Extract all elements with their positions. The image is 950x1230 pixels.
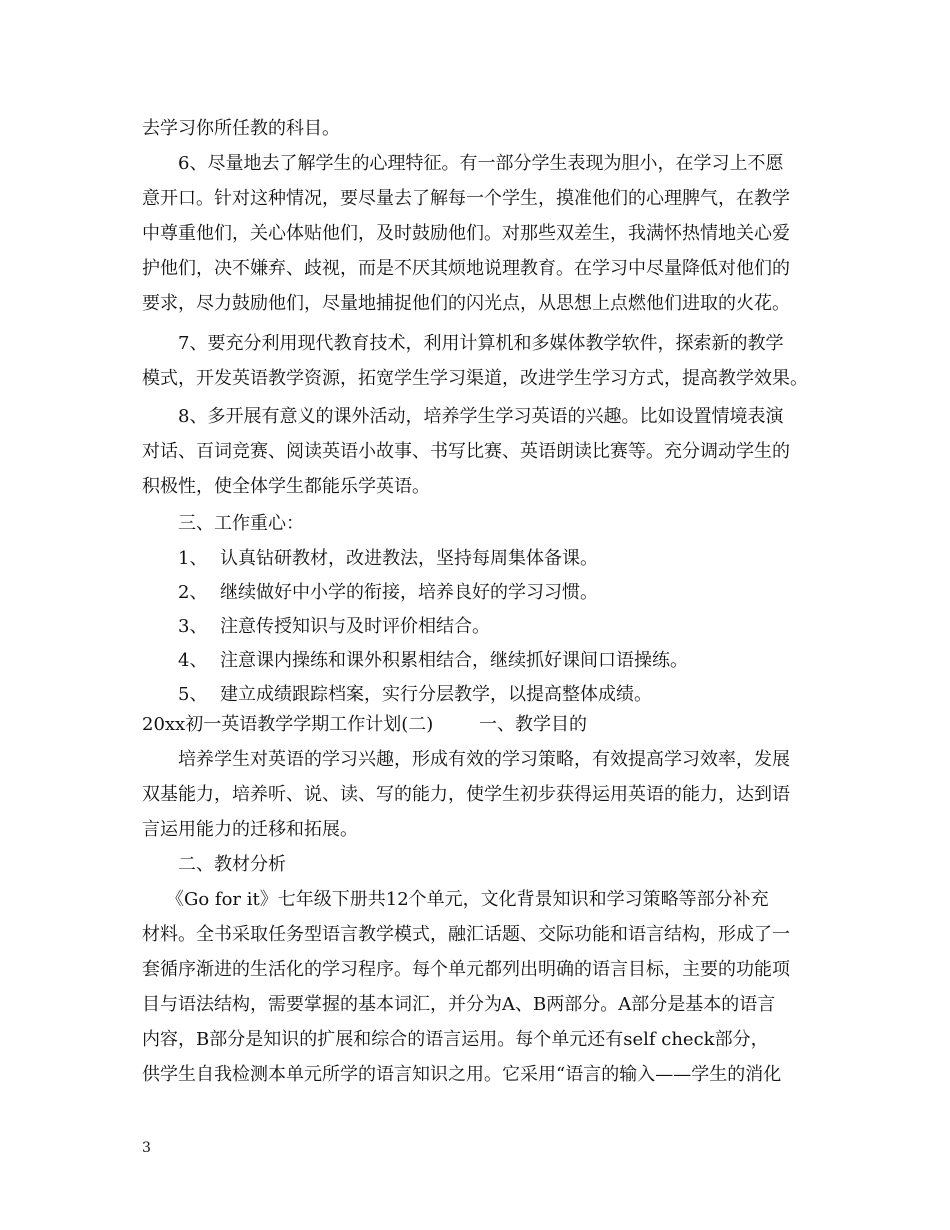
list-item-text: 注意传授知识与及时评价相结合。 [220,616,490,637]
paragraph-line: 意开口。针对这种情况，要尽量去了解每一个学生，摸准他们的心理脾气，在教学 [142,188,790,209]
paragraph-line: 6、尽量地去了解学生的心理特征。有一部分学生表现为胆小，在学习上不愿 [178,153,784,174]
paragraph-line: 8、多开展有意义的课外活动，培养学生学习英语的兴趣。比如设置情境表演 [178,406,784,427]
list-item-number: 1、 [178,548,208,569]
list-item-number: 4、 [178,650,208,671]
paragraph-line: 内容，B部分是知识的扩展和综合的语言运用。每个单元还有self check部分， [142,1029,769,1050]
paragraph-line: 要求，尽力鼓励他们，尽量地捕捉他们的闪光点，从思想上点燃他们进取的火花。 [142,293,790,314]
list-item-number: 2、 [178,582,208,603]
paragraph-line: 目与语法结构，需要掌握的基本词汇，并分为A、B两部分。A部分是基本的语言 [142,994,776,1015]
list-item [178,547,858,571]
list-item-number: 5、 [178,684,208,705]
section-heading: 二、教材分析 [178,854,286,875]
list-item-text: 注意课内操练和课外积累相结合，继续抓好课间口语操练。 [220,650,688,671]
paragraph-line: 材料。全书采取任务型语言教学模式，融汇话题、交际功能和语言结构，形成了一 [142,924,790,945]
paragraph-line: 护他们，决不嫌弃、歧视，而是不厌其烦地说理教育。在学习中尽量降低对他们的 [142,258,790,279]
paragraph-line: 双基能力，培养听、说、读、写的能力，使学生初步获得运用英语的能力，达到语 [142,784,790,805]
paragraph-line: 言运用能力的迁移和拓展。 [142,819,358,840]
paragraph-line: 对话、百词竞赛、阅读英语小故事、书写比赛、英语朗读比赛等。充分调动学生的 [142,441,790,462]
list-item-number: 3、 [178,616,208,637]
list-item-text: 认真钻研教材，改进教法，坚持每周集体备课。 [220,548,598,569]
list-item-text: 继续做好中小学的衔接，培养良好的学习习惯。 [220,582,598,603]
paragraph-line: 中尊重他们，关心体贴他们，及时鼓励他们。对那些双差生，我满怀热情地关心爱 [142,223,790,244]
paragraph-line: 去学习你所任教的科目。 [142,118,340,139]
page-number: 3 [142,1140,151,1156]
list-item [178,683,858,707]
section-heading: 三、工作重心： [178,513,304,534]
paragraph-line: 供学生自我检测本单元所学的语言知识之用。它采用“语言的输入——学生的消化 [142,1064,782,1085]
document-title-heading: 20xx初一英语教学学期工作计划(二) 一、教学目的 [142,714,588,735]
list-item [178,649,858,673]
list-item [178,581,858,605]
paragraph-line: 7、要充分利用现代教育技术，利用计算机和多媒体教学软件，探索新的教学 [178,333,784,354]
list-item-text: 建立成绩跟踪档案，实行分层教学，以提高整体成绩。 [220,684,652,705]
paragraph-line: 套循序渐进的生活化的学习程序。每个单元都列出明确的语言目标，主要的功能项 [142,959,790,980]
paragraph-line: 积极性，使全体学生都能乐学英语。 [142,476,430,497]
paragraph-line: 模式，开发英语教学资源，拓宽学生学习渠道，改进学生学习方式，提高教学效果。 [142,368,808,389]
list-item [178,615,858,639]
paragraph-line: 《Go for it》七年级下册共12个单元，文化背景知识和学习策略等部分补充 [166,889,769,910]
paragraph-line: 培养学生对英语的学习兴趣，形成有效的学习策略，有效提高学习效率，发展 [178,749,790,770]
